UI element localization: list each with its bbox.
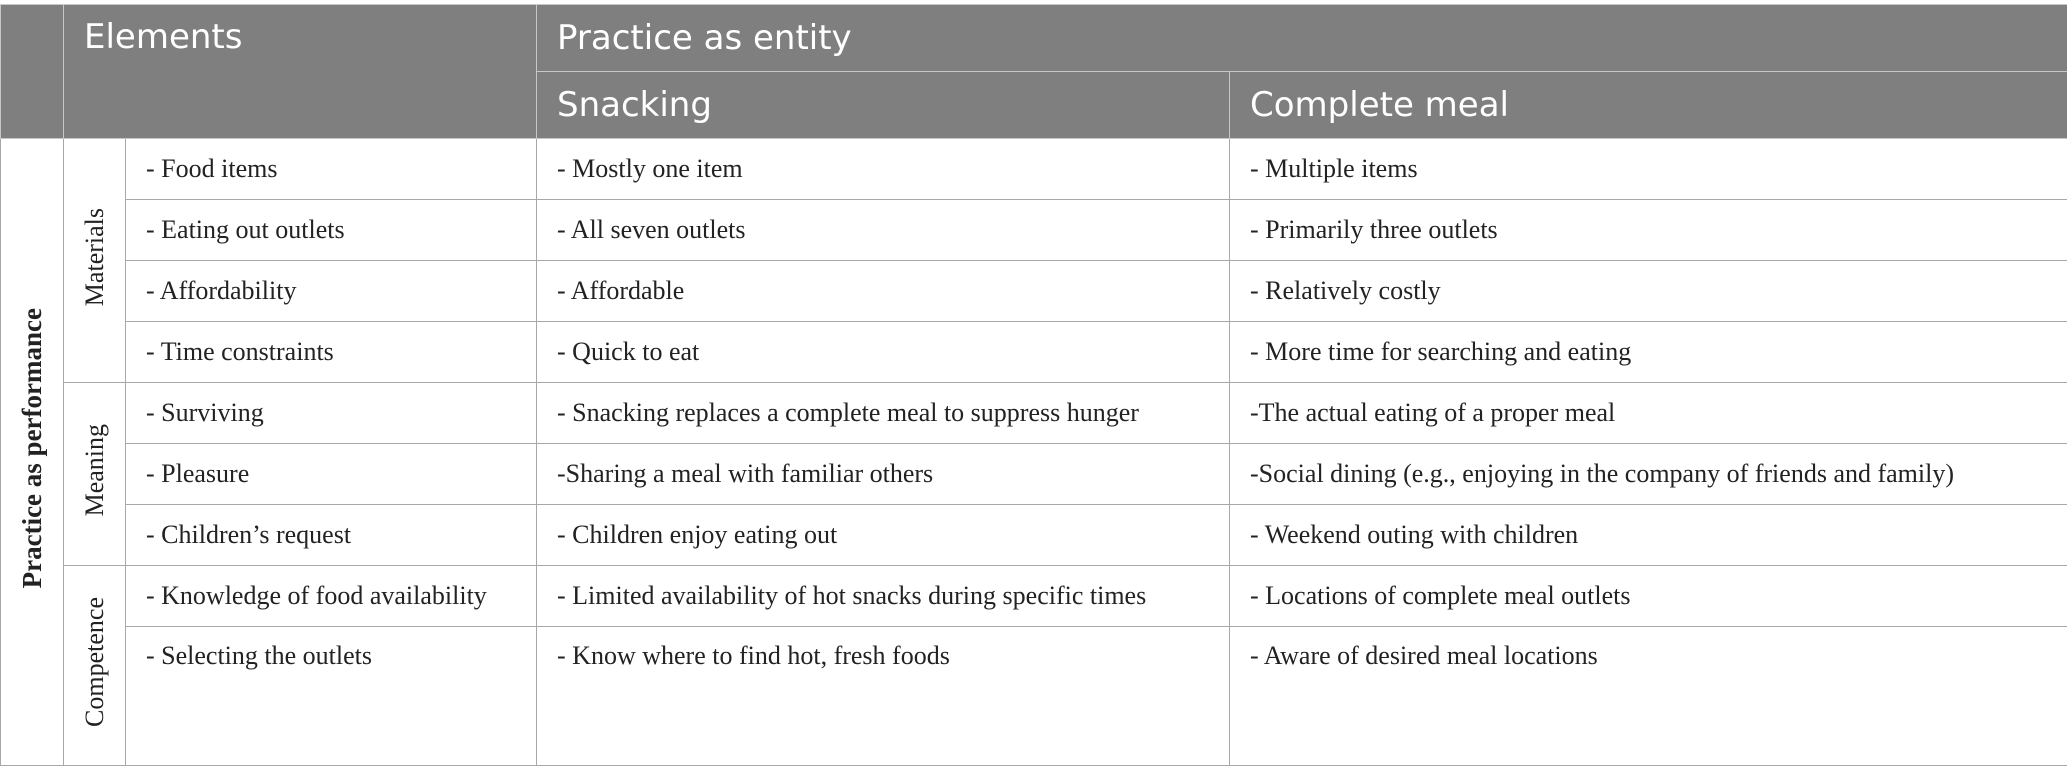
complete-meal-cell: - Locations of complete meal outlets xyxy=(1230,566,2067,627)
table-row xyxy=(1,383,2067,444)
group-label-materials: Materials xyxy=(79,207,109,307)
snacking-cell: - All seven outlets xyxy=(537,200,1230,261)
complete-meal-cell: -The actual eating of a proper meal xyxy=(1230,383,2067,444)
group-competence-cell xyxy=(64,566,126,766)
snacking-cell: - Quick to eat xyxy=(537,322,1230,383)
table-row xyxy=(1,505,2067,566)
element-cell: - Affordability xyxy=(126,261,537,322)
snacking-cell: - Limited availability of hot snacks during specific times xyxy=(537,566,1230,627)
table-row xyxy=(1,261,2067,322)
snacking-cell: - Mostly one item xyxy=(537,139,1230,200)
element-cell: - Selecting the outlets xyxy=(126,627,537,766)
header-snacking: Snacking xyxy=(537,72,1230,139)
group-label-competence: Competence xyxy=(79,597,109,727)
header-complete-meal: Complete meal xyxy=(1230,72,2067,139)
complete-meal-cell: - More time for searching and eating xyxy=(1230,322,2067,383)
complete-meal-cell: - Primarily three outlets xyxy=(1230,200,2067,261)
table-row xyxy=(1,139,2067,200)
complete-meal-cell: - Relatively costly xyxy=(1230,261,2067,322)
header-elements: Elements xyxy=(64,5,537,139)
practice-table xyxy=(0,4,2067,766)
complete-meal-cell: -Social dining (e.g., enjoying in the company of friends and family) xyxy=(1230,444,2067,505)
snacking-cell: - Children enjoy eating out xyxy=(537,505,1230,566)
element-cell: - Food items xyxy=(126,139,537,200)
snacking-cell: - Know where to find hot, fresh foods xyxy=(537,627,1230,766)
element-cell: - Knowledge of food availability xyxy=(126,566,537,627)
element-cell: - Children’s request xyxy=(126,505,537,566)
complete-meal-cell: - Multiple items xyxy=(1230,139,2067,200)
snacking-cell: - Affordable xyxy=(537,261,1230,322)
group-meaning-cell xyxy=(64,383,126,566)
element-cell: - Surviving xyxy=(126,383,537,444)
table-row xyxy=(1,444,2067,505)
table-row xyxy=(1,627,2067,766)
snacking-cell: - Snacking replaces a complete meal to suppress hunger xyxy=(537,383,1230,444)
table-row xyxy=(1,566,2067,627)
complete-meal-cell: - Weekend outing with children xyxy=(1230,505,2067,566)
table-row xyxy=(1,200,2067,261)
group-label-meaning: Meaning xyxy=(79,424,109,517)
complete-meal-cell: - Aware of desired meal locations xyxy=(1230,627,2067,766)
element-cell: - Time constraints xyxy=(126,322,537,383)
table-row xyxy=(1,322,2067,383)
snacking-cell: -Sharing a meal with familiar others xyxy=(537,444,1230,505)
element-cell: - Pleasure xyxy=(126,444,537,505)
element-cell: - Eating out outlets xyxy=(126,200,537,261)
header-practice-as-entity: Practice as entity xyxy=(537,5,2067,72)
practice-performance-label: Practice as performance xyxy=(16,308,47,589)
practice-performance-cell xyxy=(1,139,64,766)
group-materials-cell xyxy=(64,139,126,383)
header-corner-cell xyxy=(1,5,64,139)
